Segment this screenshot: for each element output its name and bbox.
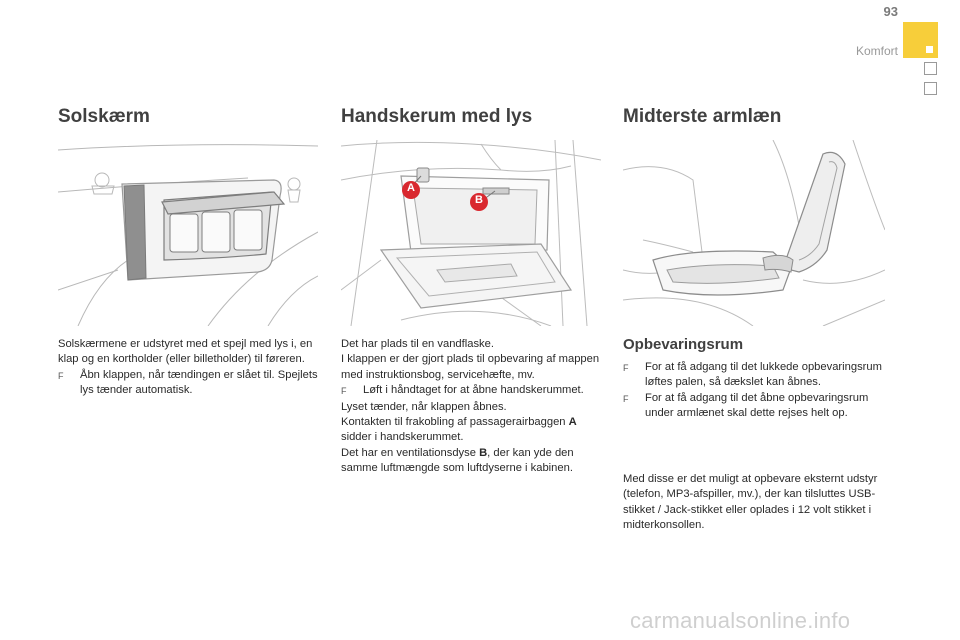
glovebox-text	[341, 337, 603, 477]
sunvisor-text	[58, 337, 320, 399]
chapter-tab-empty-1[interactable]	[924, 62, 937, 75]
sunvisor-drawing	[58, 140, 318, 326]
armrest-bullet-2	[623, 391, 891, 422]
glovebox-p4-text-end: sidder i handskerummet.	[341, 431, 464, 444]
glovebox-intro: Det har plads til en vandflaske.	[341, 338, 494, 350]
glovebox-heading: Handskerum med lys	[341, 106, 533, 127]
glovebox-bullet	[341, 383, 603, 399]
sunvisor-paragraph: Solskærmene er udstyret med et spejl med lys i, en klap og en kortholder (eller billetholder) til føreren.	[58, 338, 313, 366]
glovebox-p5	[341, 446, 603, 477]
glovebox-p3: Lyset tænder, når klappen åbnes.	[341, 400, 507, 413]
page-number: 93	[883, 4, 898, 19]
glovebox-p4	[341, 415, 603, 446]
callout-a-label: A	[407, 182, 415, 194]
glovebox-illustration	[341, 140, 601, 326]
armrest-paragraph-block	[623, 472, 891, 534]
glovebox-p2: I klappen er der gjort plads til opbevaring af mappen med instruktionsbog, servicehæfte, mv.	[341, 353, 600, 381]
chapter-tab[interactable]	[903, 22, 938, 58]
chapter-tab-marker-icon	[926, 46, 933, 53]
sunvisor-bullet-text: Åbn klappen, når tændingen er slået til. Spejlets lys tænder automatisk.	[80, 368, 318, 397]
glovebox-p5-text-end: , der kan yde den samme luftmængde som luftdyserne i kabinen.	[341, 446, 574, 475]
sunvisor-bullet	[58, 368, 320, 399]
armrest-text	[623, 360, 891, 422]
armrest-drawing	[623, 140, 885, 326]
watermark: carmanualsonline.info	[630, 608, 851, 633]
glovebox-drawing	[341, 140, 601, 326]
armrest-bullet-1-text: For at få adgang til det lukkede opbevaringsrum løftes palen, så dækslet kan åbnes.	[645, 361, 882, 389]
sunvisor-illustration	[58, 140, 318, 326]
armrest-paragraph: Med disse er det muligt at opbevare eksternt udstyr (telefon, MP3-afspiller, mv.), der kan tilsluttes USB-stikket / Jack-stikket eller oplades i 12 volt stikket i midterkonsollen.	[623, 473, 878, 532]
glovebox-p4-text: Kontakten til frakobling af passagerairbaggen	[341, 416, 569, 429]
glovebox-p5-text: Det har en ventilationsdyse	[341, 446, 480, 459]
armrest-bullet-1	[623, 360, 891, 391]
chapter-tab-empty-2[interactable]	[924, 82, 937, 95]
bullet-icon: F	[58, 370, 64, 381]
bullet-icon: F	[623, 363, 629, 373]
callout-b-label: B	[475, 194, 483, 206]
section-name: Komfort	[855, 44, 898, 58]
armrest-bullet-2-text: For at få adgang til det åbne opbevaringsrum under armlænet skal dette rejses helt op.	[645, 391, 869, 420]
sunvisor-heading: Solskærm	[58, 106, 150, 127]
storage-subheading: Opbevaringsrum	[623, 336, 744, 353]
glovebox-bullet-text: Løft i håndtaget for at åbne handskerummet.	[363, 384, 584, 397]
bullet-icon: F	[341, 386, 347, 397]
glovebox-p4-bold: A	[568, 416, 577, 429]
bullet-icon: F	[623, 393, 629, 404]
armrest-illustration	[623, 140, 885, 326]
armrest-heading: Midterste armlæn	[623, 106, 782, 127]
glovebox-p5-bold: B	[479, 446, 488, 459]
